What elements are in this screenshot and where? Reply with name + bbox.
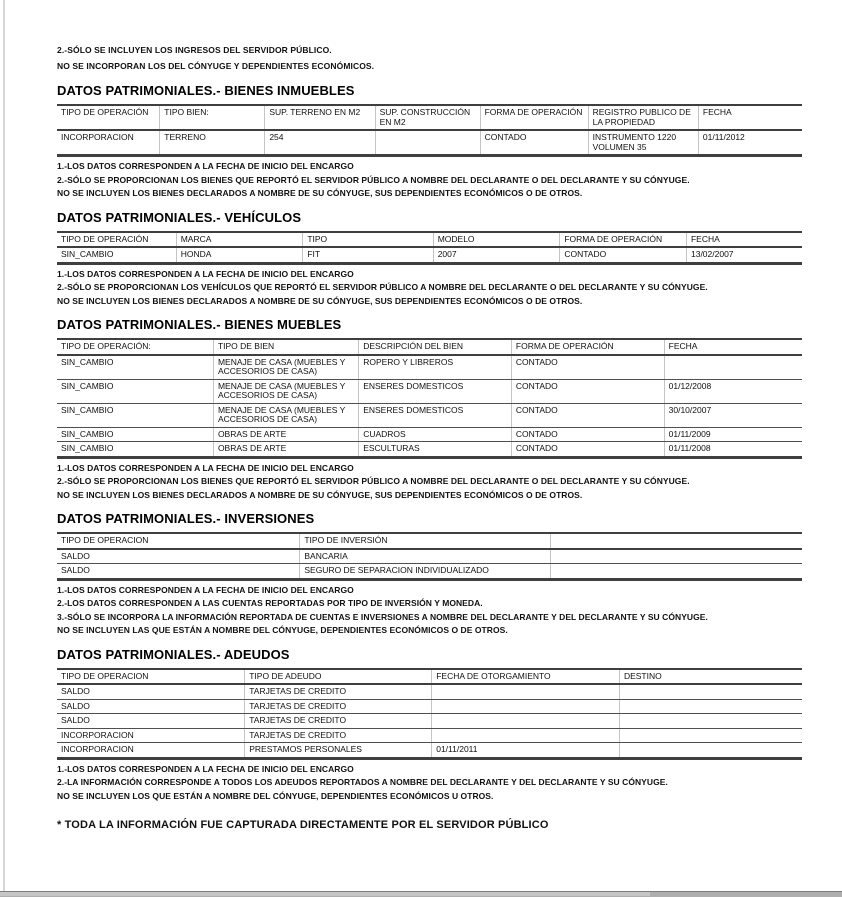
- note-line: NO SE INCLUYEN LAS QUE ESTÁN A NOMBRE DEL CÓNYUGE, DEPENDIENTES ECONÓMICOS O DE OTROS.: [57, 625, 508, 635]
- note-line: 2.-LOS DATOS CORRESPONDEN A LAS CUENTAS REPORTADAS POR TIPO DE INVERSIÓN Y MONEDA.: [57, 598, 483, 608]
- table-cell: CONTADO: [511, 379, 664, 403]
- table-cell: [432, 728, 620, 743]
- table-cell: 01/11/2008: [664, 442, 802, 458]
- note-line: 3.-SÓLO SE INCORPORA LA INFORMACIÓN REPORTADA DE CUENTAS E INVERSIONES A NOMBRE DEL DECLARANTE Y DEL DECLARANTE Y SU CÓNYUGE.: [57, 611, 708, 622]
- column-header: TIPO DE INVERSIÓN: [300, 533, 550, 549]
- table-cell: CONTADO: [511, 403, 664, 427]
- table-cell: [619, 728, 802, 743]
- note-line: 1.-LOS DATOS CORRESPONDEN A LA FECHA DE INICIO DEL ENCARGO: [57, 462, 354, 473]
- note-line: 1.-LOS DATOS CORRESPONDEN A LA FECHA DE INICIO DEL ENCARGO: [57, 584, 354, 595]
- note-line: NO SE INCLUYEN LOS QUE ESTÁN A NOMBRE DEL CÓNYUGE, DEPENDIENTES ECONÓMICOS U OTROS.: [57, 790, 494, 801]
- column-header: DESCRIPCIÓN DEL BIEN: [359, 339, 512, 355]
- table-cell: ESCULTURAS: [359, 442, 512, 458]
- column-header: TIPO DE OPERACION: [57, 533, 300, 549]
- note-line: 2.-SÓLO SE PROPORCIONAN LOS BIENES QUE REPORTÓ EL SERVIDOR PÚBLICO A NOMBRE DEL DECLARANTE O DEL DECLARANTE Y SU CÓNYUGE.: [57, 174, 690, 185]
- note-line: 2.-LA INFORMACIÓN CORRESPONDE A TODOS LOS ADEUDOS REPORTADOS A NOMBRE DEL DECLARANTE Y DEL DECLARANTE Y SU CÓNYUGE.: [57, 777, 668, 787]
- table-cell: 254: [265, 130, 375, 156]
- column-header: MODELO: [433, 232, 560, 248]
- column-header: SUP. CONSTRUCCIÓN EN M2: [375, 105, 480, 130]
- table-cell: [619, 714, 802, 729]
- column-header: [550, 533, 802, 549]
- table-cell: INSTRUMENTO 1220 VOLUMEN 35: [588, 130, 698, 156]
- table-cell: CONTADO: [511, 427, 664, 442]
- column-header: MARCA: [176, 232, 303, 248]
- table-cell: CONTADO: [560, 247, 687, 263]
- table-cell: CONTADO: [511, 442, 664, 458]
- column-header: SUP. TERRENO EN M2: [265, 105, 375, 130]
- column-header: FECHA: [664, 339, 802, 355]
- table-cell: SIN_CAMBIO: [57, 427, 213, 442]
- table-cell: FIT: [303, 247, 433, 263]
- section-title-bienes-inmuebles: DATOS PATRIMONIALES.- BIENES INMUEBLES: [57, 83, 355, 98]
- table-cell: OBRAS DE ARTE: [213, 442, 358, 458]
- column-header: TIPO DE OPERACIÓN:: [57, 339, 213, 355]
- note-line: 1.-LOS DATOS CORRESPONDEN A LA FECHA DE INICIO DEL ENCARGO: [57, 763, 354, 774]
- table-cell: MENAJE DE CASA (MUEBLES Y ACCESORIOS DE CASA): [213, 355, 358, 380]
- note-line: 2.-SÓLO SE PROPORCIONAN LOS BIENES QUE REPORTÓ EL SERVIDOR PÚBLICO A NOMBRE DEL DECLARANTE O DEL DECLARANTE Y SU CÓNYUGE.: [57, 476, 690, 486]
- window-left-border: [3, 0, 5, 892]
- table-cell: 01/12/2008: [664, 379, 802, 403]
- column-header: FECHA: [698, 105, 802, 130]
- column-header: TIPO DE OPERACIÓN: [57, 105, 160, 130]
- table-cell: SALDO: [57, 714, 245, 729]
- horizontal-scrollbar-thumb[interactable]: [0, 892, 650, 896]
- table-cell: CONTADO: [480, 130, 588, 156]
- table-cell: SALDO: [61, 565, 90, 575]
- note-line: NO SE INCLUYEN LOS BIENES DECLARADOS A NOMBRE DE SU CÓNYUGE, SUS DEPENDIENTES ECONÓMICOS O DE OTROS.: [57, 489, 583, 500]
- table-cell: TARJETAS DE CREDITO: [245, 728, 432, 743]
- table-row: [57, 564, 802, 580]
- note-line: 1.-LOS DATOS CORRESPONDEN A LA FECHA DE INICIO DEL ENCARGO: [57, 268, 354, 279]
- note-line: 1.-LOS DATOS CORRESPONDEN A LA FECHA DE INICIO DEL ENCARGO: [57, 161, 354, 171]
- note-line: NO SE INCORPORAN LOS DEL CÓNYUGE Y DEPENDIENTES ECONÓMICOS.: [57, 61, 375, 71]
- table-bienes-muebles: [57, 338, 802, 459]
- section-title-adeudos: DATOS PATRIMONIALES.- ADEUDOS: [57, 646, 290, 662]
- table-row: [57, 355, 802, 380]
- table-cell: CUADROS: [359, 427, 512, 442]
- table-cell: OBRAS DE ARTE: [213, 427, 358, 442]
- table-cell: SIN_CAMBIO: [57, 379, 213, 403]
- table-row: [57, 130, 802, 156]
- table-cell: SIN_CAMBIO: [61, 443, 114, 453]
- table-cell: ROPERO Y LIBREROS: [359, 355, 512, 380]
- table-cell: 01/11/2011: [432, 743, 620, 759]
- document-content: [57, 42, 802, 831]
- column-header: FORMA DE OPERACIÓN: [511, 339, 664, 355]
- table-cell: 01/11/2009: [664, 427, 802, 442]
- table-cell: TERRENO: [160, 130, 265, 156]
- table-cell: 30/10/2007: [664, 403, 802, 427]
- top-notes: [57, 42, 802, 74]
- header-row: [57, 232, 802, 248]
- column-header: FORMA DE OPERACIÓN: [560, 232, 687, 248]
- table-cell: SIN_CAMBIO: [61, 249, 114, 259]
- table-row: [57, 728, 802, 743]
- table-row: [57, 743, 802, 759]
- table-row: [57, 442, 802, 458]
- header-row: [57, 669, 802, 685]
- table-cell: [619, 684, 802, 699]
- note-line: 2.-SÓLO SE PROPORCIONAN LOS VEHÍCULOS QUE REPORTÓ EL SERVIDOR PÚBLICO A NOMBRE DEL DECLARANTE O DEL DECLARANTE Y SU CÓNYUGE.: [57, 282, 708, 292]
- table-cell: INCORPORACION: [61, 744, 134, 754]
- table-cell: SEGURO DE SEPARACION INDIVIDUALIZADO: [300, 564, 550, 580]
- table-cell: SALDO: [57, 549, 300, 564]
- header-row: [57, 105, 802, 130]
- section-title-vehiculos: DATOS PATRIMONIALES.- VEHÍCULOS: [57, 209, 302, 225]
- section-inversiones: [57, 511, 802, 638]
- column-header: TIPO DE OPERACIÓN: [57, 232, 176, 248]
- table-row: [57, 699, 802, 714]
- table-cell: TARJETAS DE CREDITO: [245, 684, 432, 699]
- column-header: REGISTRO PUBLICO DE LA PROPIEDAD: [588, 105, 698, 130]
- table-cell: [432, 699, 620, 714]
- table-row: [57, 247, 802, 263]
- section-vehiculos: [57, 210, 802, 309]
- table-inversiones: [57, 532, 802, 581]
- table-cell: [432, 684, 620, 699]
- table-cell: INCORPORACION: [57, 728, 245, 743]
- table-adeudos: [57, 668, 802, 760]
- table-row: [57, 684, 802, 699]
- sections: [57, 83, 802, 803]
- table-cell: SALDO: [57, 684, 245, 699]
- table-cell: [550, 564, 802, 580]
- section-bienes-inmuebles: [57, 83, 802, 201]
- note-line: NO SE INCLUYEN LOS BIENES DECLARADOS A NOMBRE DE SU CÓNYUGE, SUS DEPENDIENTES ECONÓMICOS O DE OTROS.: [57, 188, 583, 198]
- header-row: [57, 339, 802, 355]
- column-header: DESTINO: [619, 669, 802, 685]
- column-header: TIPO DE OPERACION: [57, 669, 245, 685]
- table-cell: ENSERES DOMESTICOS: [359, 403, 512, 427]
- column-header: FECHA: [686, 232, 802, 248]
- table-cell: SIN_CAMBIO: [57, 403, 213, 427]
- table-row: [57, 714, 802, 729]
- table-cell: [664, 355, 802, 380]
- table-cell: [619, 699, 802, 714]
- table-cell: INCORPORACION: [61, 132, 134, 142]
- table-cell: [375, 130, 480, 156]
- table-cell: [619, 743, 802, 759]
- header-row: [57, 533, 802, 549]
- table-cell: SALDO: [57, 699, 245, 714]
- section-title-bienes-muebles: DATOS PATRIMONIALES.- BIENES MUEBLES: [57, 317, 342, 332]
- table-cell: SIN_CAMBIO: [57, 355, 213, 380]
- table-cell: TARJETAS DE CREDITO: [245, 699, 432, 714]
- table-cell: [432, 714, 620, 729]
- column-header: TIPO: [303, 232, 433, 248]
- section-notes-bienes-inmuebles: [57, 160, 802, 201]
- table-row: [57, 379, 802, 403]
- section-notes-adeudos: [57, 763, 802, 804]
- table-cell: CONTADO: [511, 355, 664, 380]
- note-line: NO SE INCLUYEN LOS BIENES DECLARADOS A NOMBRE DE SU CÓNYUGE, SUS DEPENDIENTES ECONÓMICOS O DE OTROS.: [57, 295, 583, 306]
- section-adeudos: [57, 647, 802, 804]
- table-row: [57, 427, 802, 442]
- column-header: FORMA DE OPERACIÓN: [480, 105, 588, 130]
- table-vehiculos: [57, 231, 802, 265]
- note-line: 2.-SÓLO SE INCLUYEN LOS INGRESOS DEL SERVIDOR PÚBLICO.: [57, 45, 332, 55]
- table-bienes-inmuebles: [57, 104, 802, 157]
- section-notes-vehiculos: [57, 268, 802, 309]
- footer-note: * TODA LA INFORMACIÓN FUE CAPTURADA DIRECTAMENTE POR EL SERVIDOR PÚBLICO: [57, 819, 549, 831]
- horizontal-scrollbar[interactable]: [0, 891, 842, 897]
- table-cell: ENSERES DOMESTICOS: [359, 379, 512, 403]
- section-notes-inversiones: [57, 584, 802, 638]
- table-cell: BANCARIA: [300, 549, 550, 564]
- table-cell: 13/02/2007: [686, 247, 802, 263]
- column-header: TIPO DE BIEN: [213, 339, 358, 355]
- column-header: FECHA DE OTORGAMIENTO: [432, 669, 620, 685]
- table-cell: TARJETAS DE CREDITO: [245, 714, 432, 729]
- table-cell: 01/11/2012: [698, 130, 802, 156]
- table-cell: PRESTAMOS PERSONALES: [245, 743, 432, 759]
- table-cell: 2007: [433, 247, 560, 263]
- table-row: [57, 403, 802, 427]
- table-row: [57, 549, 802, 564]
- table-cell: HONDA: [176, 247, 303, 263]
- section-title-inversiones: DATOS PATRIMONIALES.- INVERSIONES: [57, 511, 315, 526]
- column-header: TIPO BIEN:: [160, 105, 265, 130]
- section-notes-bienes-muebles: [57, 462, 802, 503]
- section-bienes-muebles: [57, 317, 802, 502]
- table-cell: MENAJE DE CASA (MUEBLES Y ACCESORIOS DE CASA): [213, 403, 358, 427]
- table-cell: MENAJE DE CASA (MUEBLES Y ACCESORIOS DE CASA): [213, 379, 358, 403]
- table-cell: [550, 549, 802, 564]
- column-header: TIPO DE ADEUDO: [245, 669, 432, 685]
